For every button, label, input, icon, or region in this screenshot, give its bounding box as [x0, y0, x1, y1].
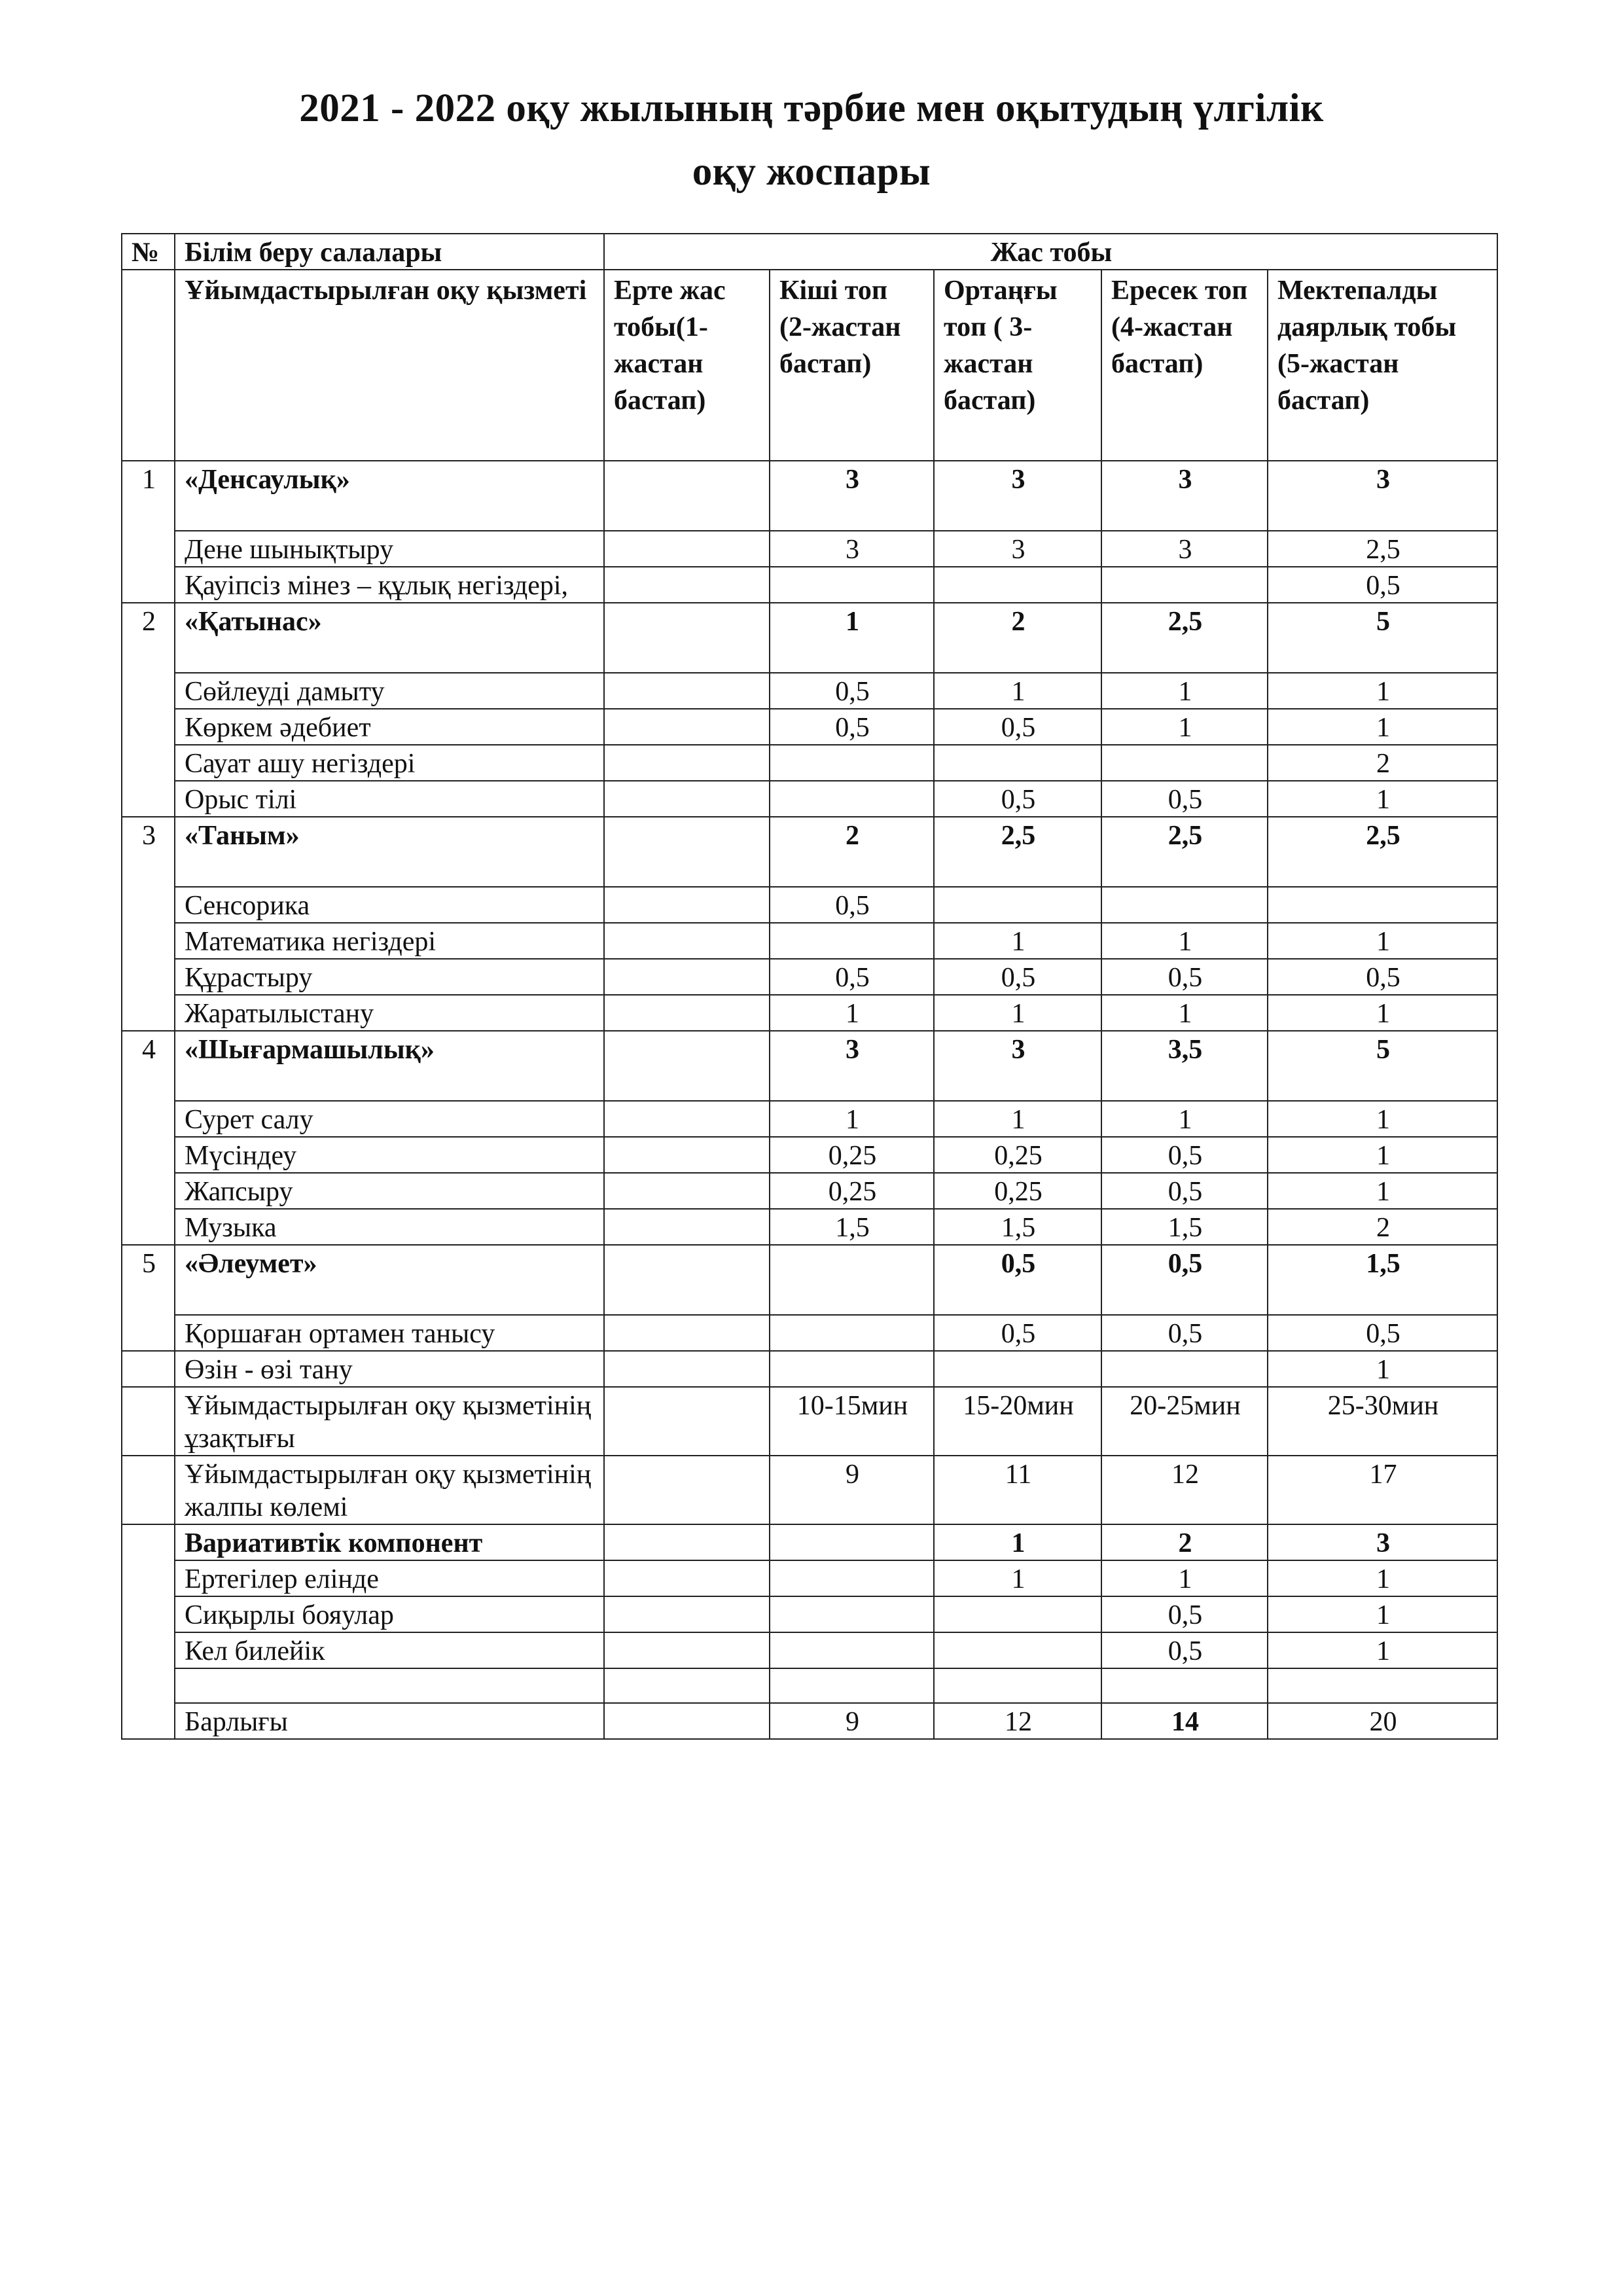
- subject-name: Сурет салу: [175, 1101, 604, 1137]
- summary-row: [122, 1387, 1497, 1456]
- value-cell: 1,5: [1101, 1209, 1268, 1245]
- value-cell: 3: [934, 1031, 1101, 1101]
- value-cell: 1: [1101, 673, 1268, 709]
- header-group-early: Ерте жас тобы(1-жастан бастап): [604, 270, 770, 461]
- value-cell: [604, 603, 770, 673]
- value-cell: 1: [1101, 995, 1268, 1031]
- value-cell: [770, 1524, 934, 1560]
- value-cell: 0,5: [1101, 1632, 1268, 1668]
- value-cell: 3,5: [1101, 1031, 1268, 1101]
- value-cell: 1: [770, 1101, 934, 1137]
- value-cell: 3: [770, 461, 934, 531]
- section-number: 4: [122, 1031, 175, 1245]
- subject-row: [122, 995, 1497, 1031]
- value-cell: 17: [1268, 1456, 1497, 1524]
- value-cell: [604, 1031, 770, 1101]
- subject-row: [122, 887, 1497, 923]
- value-cell: 5: [1268, 1031, 1497, 1101]
- section-number: 3: [122, 817, 175, 1031]
- subject-name: Сауат ашу негіздері: [175, 745, 604, 781]
- header-group-senior: Ересек топ (4-жастан бастап): [1101, 270, 1268, 461]
- value-cell: [770, 1351, 934, 1387]
- value-cell: 0,5: [1101, 1245, 1268, 1315]
- empty-cell: [175, 1668, 604, 1703]
- value-cell: 1: [770, 603, 934, 673]
- value-cell: [770, 745, 934, 781]
- value-cell: [604, 781, 770, 817]
- header-group-middle: Ортаңғы топ ( 3-жастан бастап): [934, 270, 1101, 461]
- value-cell: 2: [1268, 745, 1497, 781]
- subject-name: Дене шынықтыру: [175, 531, 604, 567]
- value-cell: 1: [1268, 1173, 1497, 1209]
- subject-name: Сенсорика: [175, 887, 604, 923]
- value-cell: 2: [1101, 1524, 1268, 1560]
- header-group-junior: Кіші топ (2-жастан бастап): [770, 270, 934, 461]
- subject-row: [122, 1101, 1497, 1137]
- empty-number-cell: [122, 1524, 175, 1739]
- empty-number-cell: [122, 1456, 175, 1524]
- value-cell: 0,25: [934, 1137, 1101, 1173]
- section-row: [122, 1245, 1497, 1315]
- value-cell: 3: [1268, 461, 1497, 531]
- header-age-group: Жас тобы: [604, 234, 1497, 270]
- value-cell: [934, 1632, 1101, 1668]
- subject-name: Құрастыру: [175, 959, 604, 995]
- value-cell: 1: [1268, 1351, 1497, 1387]
- value-cell: [770, 1315, 934, 1351]
- subject-row: [122, 745, 1497, 781]
- value-cell: 1,5: [770, 1209, 934, 1245]
- value-cell: 3: [934, 461, 1101, 531]
- variative-item-name: Ертегілер елінде: [175, 1560, 604, 1596]
- empty-cell: [1268, 1668, 1497, 1703]
- value-cell: [604, 1351, 770, 1387]
- total-row: [122, 1703, 1497, 1739]
- value-cell: 3: [1101, 531, 1268, 567]
- value-cell: 0,5: [1101, 1137, 1268, 1173]
- value-cell: [604, 887, 770, 923]
- value-cell: 1: [1101, 709, 1268, 745]
- subject-row: [122, 1173, 1497, 1209]
- subject-row: [122, 959, 1497, 995]
- value-cell: 1: [934, 1524, 1101, 1560]
- value-cell: 0,5: [934, 1315, 1101, 1351]
- value-cell: [604, 1315, 770, 1351]
- section-row: [122, 817, 1497, 887]
- header-number: №: [122, 234, 175, 270]
- header-group-preschool: Мектепалды даярлық тобы (5-жастан бастап): [1268, 270, 1497, 461]
- subject-row: [122, 781, 1497, 817]
- value-cell: 0,5: [770, 673, 934, 709]
- value-cell: 1: [1101, 1101, 1268, 1137]
- value-cell: [604, 1632, 770, 1668]
- value-cell: 9: [770, 1703, 934, 1739]
- value-cell: 11: [934, 1456, 1101, 1524]
- value-cell: [604, 1596, 770, 1632]
- section-name: «Қатынас»: [175, 603, 604, 673]
- header-row-1: [122, 234, 1497, 270]
- value-cell: 0,5: [1101, 1315, 1268, 1351]
- value-cell: 0,5: [934, 959, 1101, 995]
- subject-row: [122, 1137, 1497, 1173]
- value-cell: [604, 923, 770, 959]
- section-row: [122, 461, 1497, 531]
- value-cell: [1268, 887, 1497, 923]
- value-cell: 1: [1268, 709, 1497, 745]
- value-cell: [1101, 887, 1268, 923]
- value-cell: 0,5: [1268, 959, 1497, 995]
- subject-name: Мүсіндеу: [175, 1137, 604, 1173]
- empty-cell: [934, 1668, 1101, 1703]
- value-cell: 0,5: [1101, 781, 1268, 817]
- value-cell: 2: [934, 603, 1101, 673]
- header-empty-cell: [122, 270, 175, 461]
- value-cell: 9: [770, 1456, 934, 1524]
- value-cell: 3: [1101, 461, 1268, 531]
- value-cell: 2: [1268, 1209, 1497, 1245]
- value-cell: 1: [934, 995, 1101, 1031]
- subject-name: Сөйлеуді дамыту: [175, 673, 604, 709]
- section-name: «Шығармашылық»: [175, 1031, 604, 1101]
- value-cell: 10-15мин: [770, 1387, 934, 1456]
- value-cell: 1: [1268, 1632, 1497, 1668]
- value-cell: [604, 567, 770, 603]
- subject-name: Жаратылыстану: [175, 995, 604, 1031]
- value-cell: 5: [1268, 603, 1497, 673]
- variative-item-row: [122, 1632, 1497, 1668]
- variative-item-row: [122, 1596, 1497, 1632]
- variative-name: Вариативтік компонент: [175, 1524, 604, 1560]
- subject-name: Жапсыру: [175, 1173, 604, 1209]
- section-number: 2: [122, 603, 175, 817]
- value-cell: 2,5: [1268, 531, 1497, 567]
- document-title-line-1: 2021 - 2022 оқу жылының тәрбие мен оқытудың үлгілік: [299, 86, 1324, 130]
- subject-row: [122, 673, 1497, 709]
- value-cell: [1101, 745, 1268, 781]
- value-cell: 3: [770, 531, 934, 567]
- document-title-line-2: оқу жоспары: [692, 150, 931, 194]
- value-cell: [934, 567, 1101, 603]
- subject-row: [122, 1315, 1497, 1351]
- section-name: «Таным»: [175, 817, 604, 887]
- empty-number-cell: [122, 1387, 175, 1456]
- value-cell: 1: [1268, 1101, 1497, 1137]
- subject-name: Қоршаған ортамен танысу: [175, 1315, 604, 1351]
- header-areas: Білім беру салалары: [175, 234, 604, 270]
- section-name: «Денсаулық»: [175, 461, 604, 531]
- value-cell: 1: [770, 995, 934, 1031]
- value-cell: [604, 995, 770, 1031]
- summary-name: Ұйымдастырылған оқу қызметінің жалпы көлемі: [175, 1456, 604, 1524]
- subject-name: Қауіпсіз мінез – құлық негіздері,: [175, 567, 604, 603]
- total-name: Барлығы: [175, 1703, 604, 1739]
- value-cell: [770, 781, 934, 817]
- curriculum-table: [121, 233, 1498, 1740]
- section-name: «Әлеумет»: [175, 1245, 604, 1315]
- value-cell: [604, 1173, 770, 1209]
- summary-name: Ұйымдастырылған оқу қызметінің ұзақтығы: [175, 1387, 604, 1456]
- value-cell: [604, 709, 770, 745]
- value-cell: [604, 1209, 770, 1245]
- value-cell: [770, 1245, 934, 1315]
- subject-row: [122, 531, 1497, 567]
- value-cell: 2,5: [934, 817, 1101, 887]
- value-cell: 15-20мин: [934, 1387, 1101, 1456]
- value-cell: [604, 817, 770, 887]
- value-cell: [604, 1524, 770, 1560]
- empty-cell: [604, 1668, 770, 1703]
- value-cell: 2,5: [1101, 817, 1268, 887]
- variative-row: [122, 1524, 1497, 1560]
- value-cell: 2,5: [1101, 603, 1268, 673]
- value-cell: 0,5: [1101, 959, 1268, 995]
- value-cell: 0,5: [770, 959, 934, 995]
- header-row-2: [122, 270, 1497, 461]
- value-cell: 1: [1101, 923, 1268, 959]
- value-cell: 0,5: [1268, 567, 1497, 603]
- value-cell: 0,5: [770, 887, 934, 923]
- value-cell: 1: [934, 673, 1101, 709]
- value-cell: [604, 1137, 770, 1173]
- value-cell: [770, 1560, 934, 1596]
- empty-cell: [770, 1668, 934, 1703]
- value-cell: 0,5: [1101, 1596, 1268, 1632]
- value-cell: 0,5: [934, 709, 1101, 745]
- value-cell: [604, 1387, 770, 1456]
- value-cell: [1101, 1351, 1268, 1387]
- value-cell: [604, 531, 770, 567]
- subject-row: [122, 923, 1497, 959]
- value-cell: 0,25: [770, 1137, 934, 1173]
- value-cell: [770, 923, 934, 959]
- value-cell: 3: [1268, 1524, 1497, 1560]
- value-cell: 0,5: [934, 1245, 1101, 1315]
- value-cell: 1,5: [934, 1209, 1101, 1245]
- value-cell: 0,5: [934, 781, 1101, 817]
- value-cell: [604, 673, 770, 709]
- value-cell: [1101, 567, 1268, 603]
- subject-name: Орыс тілі: [175, 781, 604, 817]
- subject-row: [122, 1209, 1497, 1245]
- value-cell: [604, 1560, 770, 1596]
- spacer-row: [122, 1668, 1497, 1703]
- section-number: 1: [122, 461, 175, 603]
- value-cell: [934, 1596, 1101, 1632]
- value-cell: 1: [934, 923, 1101, 959]
- value-cell: 3: [770, 1031, 934, 1101]
- value-cell: 12: [934, 1703, 1101, 1739]
- value-cell: 1: [934, 1101, 1101, 1137]
- value-cell: [604, 959, 770, 995]
- subject-name: Көркем әдебиет: [175, 709, 604, 745]
- value-cell: [604, 745, 770, 781]
- empty-cell: [1101, 1668, 1268, 1703]
- value-cell: 0,5: [1101, 1173, 1268, 1209]
- value-cell: 2: [770, 817, 934, 887]
- value-cell: 1,5: [1268, 1245, 1497, 1315]
- value-cell: 1: [934, 1560, 1101, 1596]
- section-number: 5: [122, 1245, 175, 1351]
- value-cell: [604, 461, 770, 531]
- value-cell: 1: [1268, 1596, 1497, 1632]
- value-cell: 1: [1268, 1137, 1497, 1173]
- value-cell: 3: [934, 531, 1101, 567]
- value-cell: [934, 887, 1101, 923]
- value-cell: 1: [1268, 923, 1497, 959]
- value-cell: 12: [1101, 1456, 1268, 1524]
- value-cell: 1: [1101, 1560, 1268, 1596]
- variative-item-row: [122, 1560, 1497, 1596]
- value-cell: 0,25: [934, 1173, 1101, 1209]
- subject-name: Музыка: [175, 1209, 604, 1245]
- value-cell: 1: [1268, 995, 1497, 1031]
- subject-row: [122, 567, 1497, 603]
- value-cell: 1: [1268, 673, 1497, 709]
- summary-row: [122, 1456, 1497, 1524]
- value-cell: [604, 1245, 770, 1315]
- summary-row: [122, 1351, 1497, 1387]
- value-cell: 1: [1268, 1560, 1497, 1596]
- value-cell: [770, 1632, 934, 1668]
- value-cell: 20-25мин: [1101, 1387, 1268, 1456]
- empty-number-cell: [122, 1351, 175, 1387]
- header-activity: Ұйымдастырылған оқу қызметі: [175, 270, 604, 461]
- value-cell: 25-30мин: [1268, 1387, 1497, 1456]
- variative-item-name: Сиқырлы бояулар: [175, 1596, 604, 1632]
- section-row: [122, 603, 1497, 673]
- variative-item-name: Кел билейік: [175, 1632, 604, 1668]
- subject-name: Математика негіздері: [175, 923, 604, 959]
- value-cell: [604, 1456, 770, 1524]
- summary-name: Өзін - өзі тану: [175, 1351, 604, 1387]
- value-cell: 14: [1101, 1703, 1268, 1739]
- value-cell: 2,5: [1268, 817, 1497, 887]
- value-cell: [770, 1596, 934, 1632]
- table-body: [122, 234, 1497, 1739]
- value-cell: [934, 1351, 1101, 1387]
- subject-row: [122, 709, 1497, 745]
- section-row: [122, 1031, 1497, 1101]
- value-cell: [934, 745, 1101, 781]
- value-cell: 0,5: [1268, 1315, 1497, 1351]
- value-cell: 0,5: [770, 709, 934, 745]
- value-cell: [770, 567, 934, 603]
- value-cell: 0,25: [770, 1173, 934, 1209]
- value-cell: 1: [1268, 781, 1497, 817]
- value-cell: 20: [1268, 1703, 1497, 1739]
- value-cell: [604, 1101, 770, 1137]
- value-cell: [604, 1703, 770, 1739]
